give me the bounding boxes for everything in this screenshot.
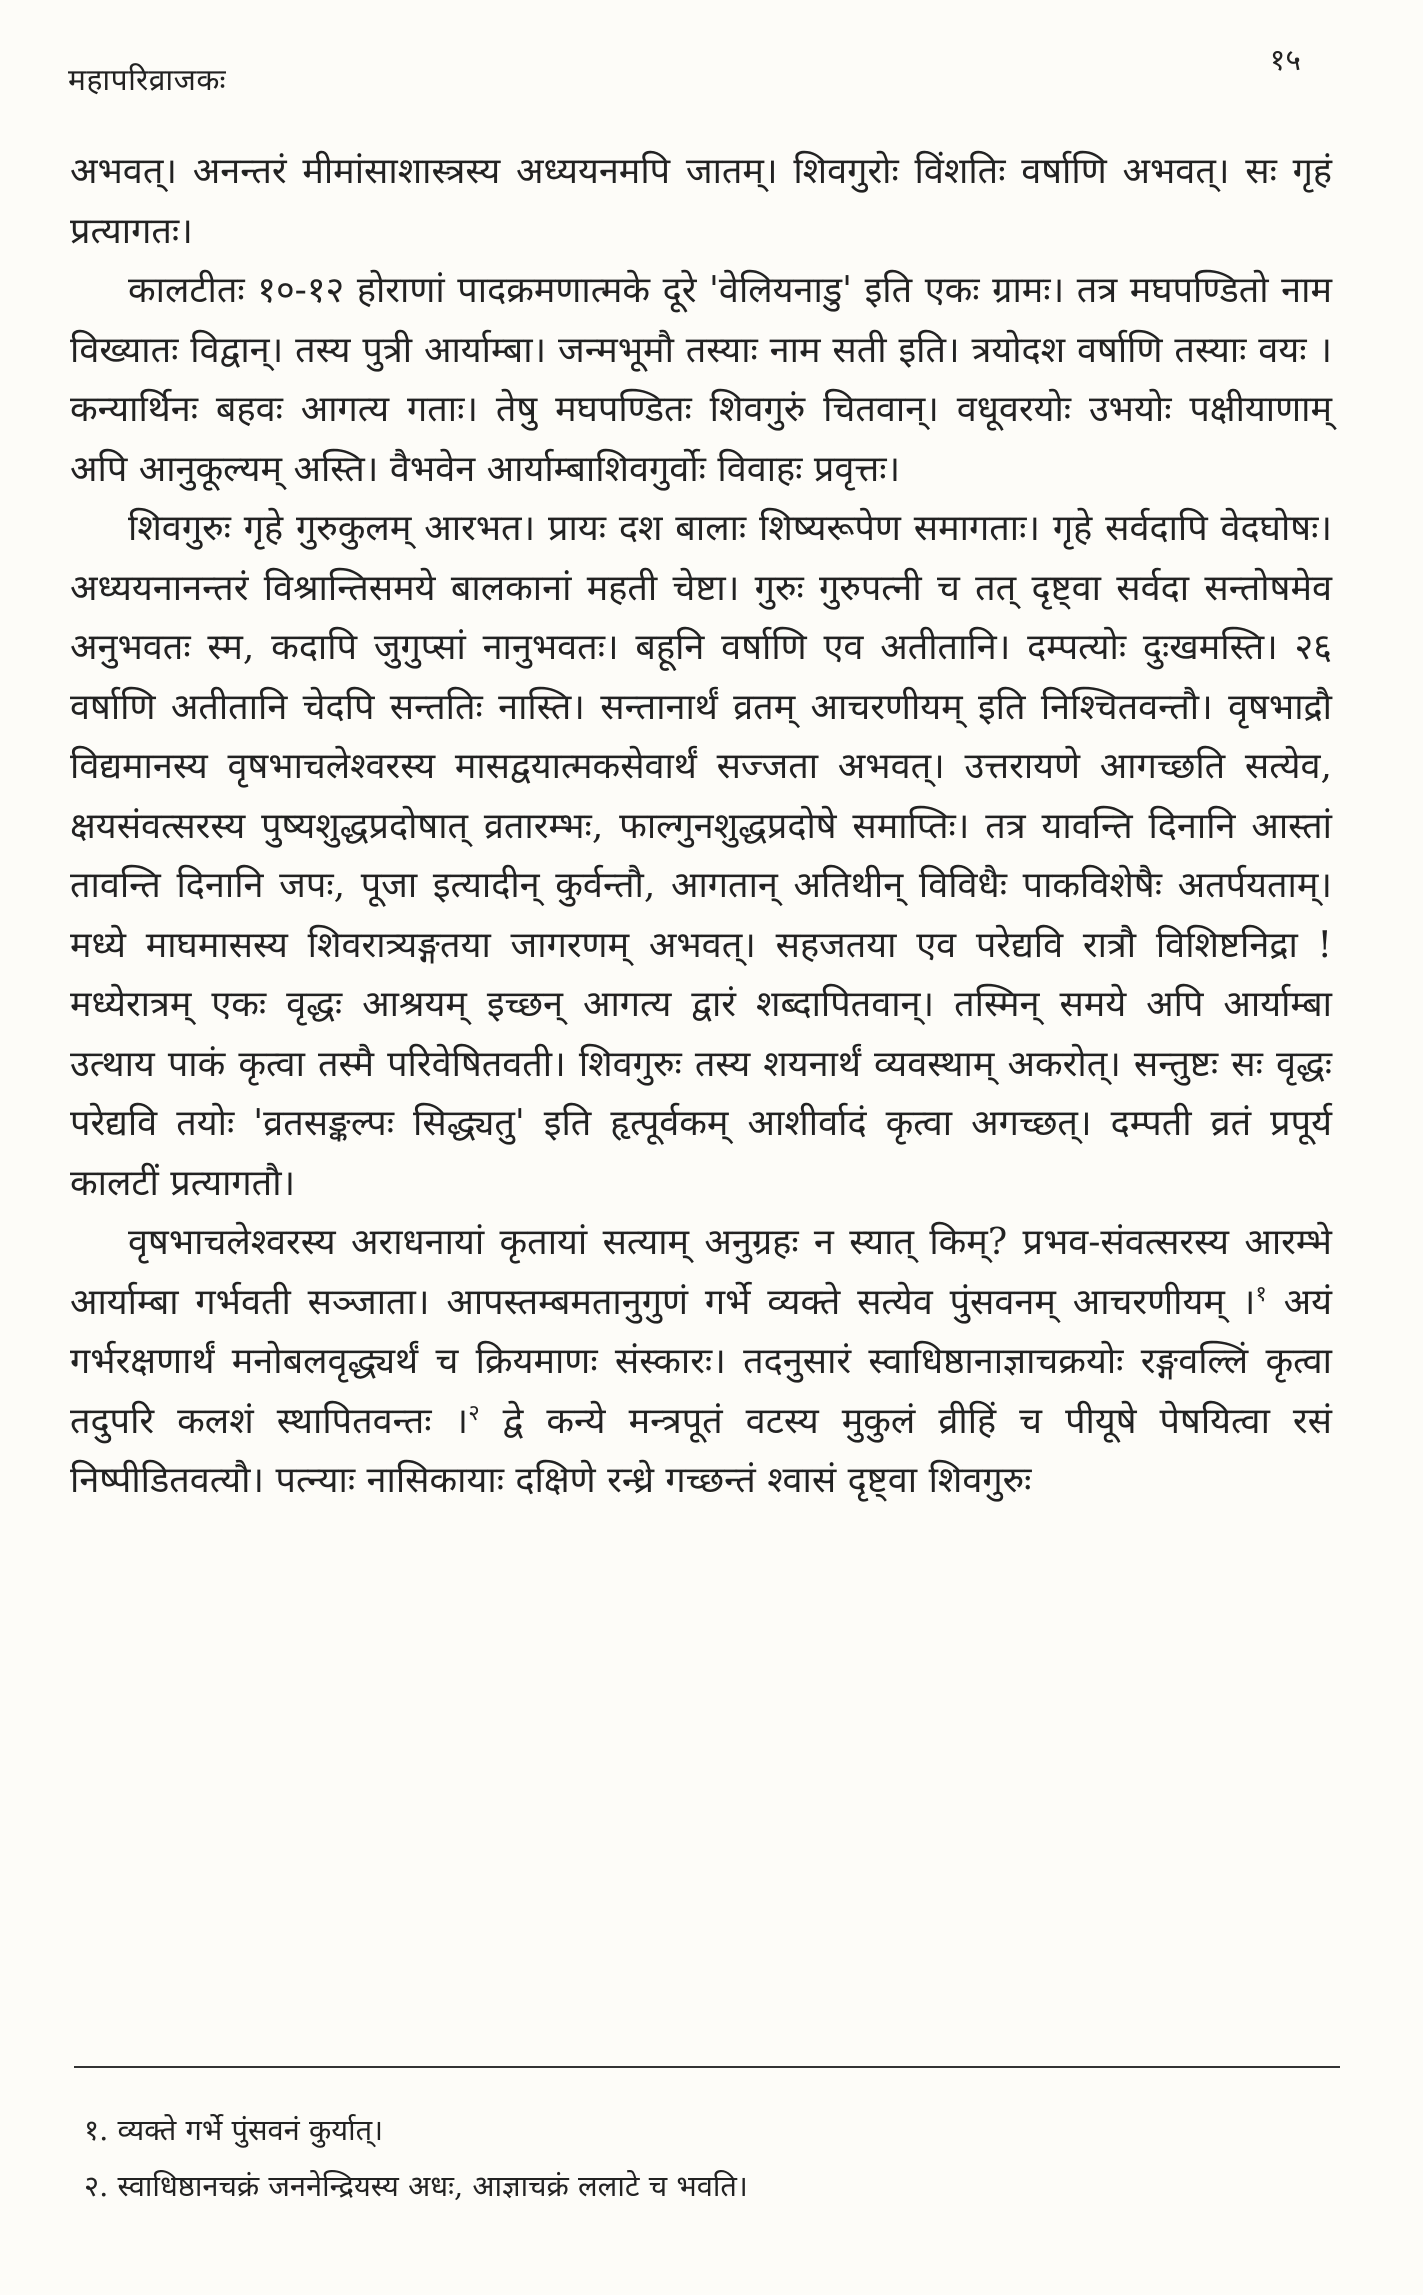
body-text: [70, 142, 1332, 1511]
footnote-marker-1: १: [1255, 1281, 1267, 1307]
running-title: महापरिव्राजकः: [68, 63, 227, 98]
footnote-divider: [74, 2066, 1340, 2068]
footnotes: [84, 2102, 1284, 2214]
paragraph-gurukulam: शिवगुरुः गृहे गुरुकुलम् आरभत। प्रायः दश बालाः शिष्यरूपेण समागताः। गृहे सर्वदापि वेदघोषः। अध्ययनानन्तरं विश्रान्तिसमये बालकानां महती चेष्टा। गुरुः गुरुपत्नी च तत् दृष्ट्वा सर्वदा सन्तोषमेव अनुभवतः स्म, कदापि जुगुप्सां नानुभवतः। बहूनि वर्षाणि एव अतीतानि। दम्पत्योः दुःखमस्ति। २६ वर्षाणि अतीतानि चेदपि सन्ततिः नास्ति। सन्तानार्थं व्रतम् आचरणीयम् इति निश्चितवन्तौ। वृषभाद्रौ विद्यमानस्य वृषभाचलेश्वरस्य मासद्वयात्मकसेवार्थं सज्जता अभवत्। उत्तरायणे आगच्छति सत्येव, क्षयसंवत्सरस्य पुष्यशुद्धप्रदोषात् व्रतारम्भः, फाल्गुनशुद्धप्रदोषे समाप्तिः। तत्र यावन्ति दिनानि आस्तां तावन्ति दिनानि जपः, पूजा इत्यादीन् कुर्वन्तौ, आगतान् अतिथीन् विविधैः पाकविशेषैः अतर्पयताम्। मध्ये माघमासस्य शिवरात्र्यङ्गतया जागरणम् अभवत्। सहजतया एव परेद्यवि रात्रौ विशिष्टनिद्रा ! मध्येरात्रम् एकः वृद्धः आश्रयम् इच्छन् आगत्य द्वारं शब्दापितवान्। तस्मिन् समये अपि आर्याम्बा उत्थाय पाकं कृत्वा तस्मै परिवेषितवती। शिवगुरुः तस्य शयनार्थं व्यवस्थाम् अकरोत्। सन्तुष्टः सः वृद्धः परेद्यवि तयोः 'व्रतसङ्कल्पः सिद्ध्यतु' इति हृत्पूर्वकम् आशीर्वादं कृत्वा अगच्छत्। दम्पती व्रतं प्रपूर्य कालटीं प्रत्यागतौ।: [70, 508, 1332, 1204]
paragraph-pumsavanam-part-a: वृषभाचलेश्वरस्य अराधनायां कृतायां सत्याम् अनुग्रहः न स्यात् किम्? प्रभव-संवत्सरस्य आरम्भे आर्याम्बा गर्भवती सञ्जाता। आपस्तम्बमतानुगुणं गर्भे व्यक्ते सत्येव पुंसवनम् आचरणीयम् ।: [70, 1222, 1332, 1323]
footnote-2: २. स्वाधिष्ठानचक्रं जननेन्द्रियस्य अधः, आज्ञाचक्रं ललाटे च भवति।: [84, 2169, 748, 2203]
paragraph-continuation: अभवत्। अनन्तरं मीमांसाशास्त्रस्य अध्ययनमपि जातम्। शिवगुरोः विंशतिः वर्षाणि अभवत्। सः गृहं प्रत्यागतः।: [70, 151, 1332, 252]
paragraph-pumsavanam: [70, 1213, 1332, 1511]
footnote-marker-2: २: [468, 1400, 480, 1426]
paragraph-pumsavanam-part-c: द्वे कन्ये मन्त्रपूतं वटस्य मुकुलं व्रीहिं च पीयूषे पेषयित्वा रसं निष्पीडितवत्यौ। पत्न्याः नासिकायाः दक्षिणे रन्ध्रे गच्छन्तं श्वासं दृष्ट्वा शिवगुरुः: [70, 1400, 1332, 1501]
page-number: १५: [1269, 43, 1301, 78]
paragraph-pumsavanam-part-b: अयं गर्भरक्षणार्थं मनोबलवृद्ध्यर्थं च क्रियमाणः संस्कारः। तदनुसारं स्वाधिष्ठानाज्ञाचक्रयोः रङ्गवल्लिं कृत्वा तदुपरि कलशं स्थापितवन्तः ।: [70, 1281, 1333, 1442]
paragraph-velianadu: कालटीतः १०-१२ होराणां पादक्रमणात्मके दूरे 'वेलियनाडु' इति एकः ग्रामः। तत्र मघपण्डितो नाम विख्यातः विद्वान्। तस्य पुत्री आर्याम्बा। जन्मभूमौ तस्याः नाम सती इति। त्रयोदश वर्षाणि तस्याः वयः । कन्यार्थिनः बहवः आगत्य गताः। तेषु मघपण्डितः शिवगुरुं चितवान्। वधूवरयोः उभयोः पक्षीयाणाम् अपि आनुकूल्यम् अस्ति। वैभवेन आर्याम्बाशिवगुर्वोः विवाहः प्रवृत्तः।: [70, 270, 1332, 490]
footnote-1: १. व्यक्ते गर्भे पुंसवनं कुर्यात्।: [84, 2113, 384, 2147]
